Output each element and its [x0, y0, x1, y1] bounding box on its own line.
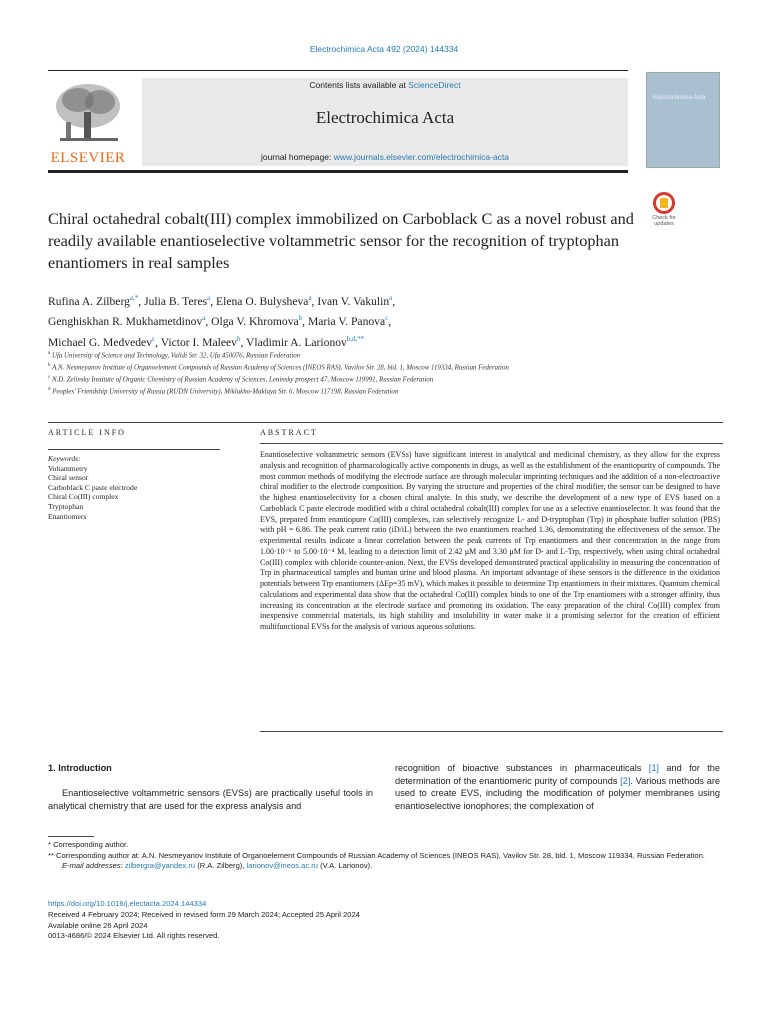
check-updates-icon: [653, 192, 675, 214]
author-separator: ,: [210, 294, 217, 308]
article-info-heading: ARTICLE INFO: [48, 428, 126, 437]
author-affiliation-marker[interactable]: a: [202, 314, 206, 323]
email-link[interactable]: larionov@ineos.ac.ru: [246, 861, 319, 870]
journal-banner: [142, 78, 628, 166]
affiliation-list: [48, 349, 728, 397]
author-affiliation-marker[interactable]: c: [152, 334, 156, 343]
author-affiliation-marker[interactable]: b,d,**: [346, 334, 365, 343]
affiliation-text: N.D. Zelinsky Institute of Organic Chemistry of Russian Academy of Sciences, Leninsky prospect 47, Moscow 119991, Russian Federation: [51, 376, 434, 384]
affiliation-text: Ufa University of Science and Technology, Validi Str. 32, Ufa 450076, Russian Federation: [51, 352, 301, 360]
author-name[interactable]: Julia B. Teres: [144, 294, 208, 308]
affiliation-marker: a: [48, 351, 51, 356]
author-separator: ,: [392, 294, 396, 308]
author-name[interactable]: Elena O. Bulysheva: [216, 294, 309, 308]
author-affiliation-marker[interactable]: a: [207, 294, 211, 302]
introduction-heading: 1. Introduction: [48, 763, 112, 773]
email-owner: (V.A. Larionov).: [318, 861, 373, 870]
email-link[interactable]: zilbergra@yandex.ru: [124, 861, 196, 870]
keyword-list: [48, 464, 218, 522]
article-footer: [48, 899, 723, 942]
cover-title: Electrochimica Acta: [653, 95, 706, 101]
author-name[interactable]: Maria V. Panova: [307, 315, 386, 329]
author-separator: ,: [388, 315, 392, 329]
section-divider: [48, 422, 723, 423]
copyright: 0013-4686/© 2024 Elsevier Ltd. All rights reserved.: [48, 931, 220, 941]
online-date: Available online 26 April 2024: [48, 920, 148, 930]
author-name[interactable]: Vladimir A. Larionov: [246, 335, 347, 349]
affiliation-item: [48, 373, 728, 385]
doi-link[interactable]: https://doi.org/10.1016/j.electacta.2024.144334: [48, 899, 207, 908]
keyword-item: Chiral sensor: [48, 473, 89, 483]
abstract-rule: [260, 443, 723, 444]
homepage-prefix: journal homepage:: [260, 152, 334, 162]
author-affiliation-marker[interactable]: b: [298, 314, 303, 323]
email-owner: (R.A. Zilberg),: [195, 861, 247, 870]
affiliation-item: [48, 385, 728, 397]
keyword-item: Voltammetry: [48, 463, 88, 473]
sciencedirect-link[interactable]: ScienceDirect: [408, 80, 461, 90]
email-label: E-mail addresses:: [62, 861, 125, 870]
author-name[interactable]: Victor I. Maleev: [160, 335, 237, 349]
header-bottom-rule: [48, 170, 628, 173]
author-name[interactable]: Michael G. Medvedev: [48, 335, 152, 349]
abstract-heading: ABSTRACT: [260, 428, 318, 437]
check-updates-label: Check for updates: [652, 215, 676, 227]
corresponding-author-note: * Corresponding author.: [48, 840, 129, 849]
reference-link[interactable]: [1]: [648, 763, 659, 773]
keyword-item: Enantiomers: [48, 511, 87, 521]
footnote-rule: [48, 836, 94, 837]
info-rule: [48, 449, 220, 450]
article-title: Chiral octahedral cobalt(III) complex immobilized on Carboblack C as a novel robust and readily available enantioselective voltammetric sensor for the recognition of tryptophan enantiomers in real samples: [48, 209, 634, 272]
journal-reference[interactable]: Electrochimica Acta 492 (2024) 144334: [309, 44, 459, 54]
footnotes: [48, 840, 723, 872]
publisher-wordmark[interactable]: ELSEVIER: [50, 150, 126, 166]
author-affiliation-marker[interactable]: a,*: [129, 294, 139, 302]
author-name[interactable]: Genghiskhan R. Mukhametdinov: [48, 315, 203, 329]
affiliation-item: [48, 349, 728, 361]
affiliation-marker: c: [48, 375, 51, 381]
affiliation-text: A.N. Nesmeyanov Institute of Organoelement Compounds of Russian Academy of Sciences (INEOS RAS), Vavilov Str. 28, bld. 1, Moscow 119334, Russian Federation: [52, 364, 509, 372]
author-name[interactable]: Ivan V. Vakulin: [317, 294, 390, 308]
intro-text-c: . Various methods are used to create EVS, including the modification of polymer membranes using enantioselective ionophores; the complexation of: [395, 775, 720, 812]
author-separator: ,: [138, 294, 145, 308]
keywords-label: Keywords:: [48, 454, 81, 463]
intro-text-a: recognition of bioactive substances in pharmaceuticals: [395, 763, 649, 773]
author-separator: ,: [240, 335, 247, 349]
abstract-text: Enantioselective voltammetric sensors (EVSs) have significant interest in analytical and medicinal chemistry, as they allow for the express analysis and recognition of pharmacologically active components in drugs, as well as the establishment of the enantiopurity of compounds. The most common methods of modifying the electrode surface are through molecular imprinting techniques and the addition of a non-electroactive chiral modifier to the electrode composition. By varying the structure and properties of the chiral modifier, the sensor can be designed to have the highest enantioselectivity for a chosen chiral analyte. In this study, we describe the development of a new type of EVS based on a Carboblack C paste electrode modified with a chiral octahedral cobalt(III) complex for use as a selective enantioselector. It was found that the EVS, prepared from enantiopure Co(III) complexes, can selectively recognize L- and D-tryptophan (Trp) in phosphate buffer solution (PBS) with pH = 6.86. The peak current ratio (iD/iL) between the two enantiomers reached 1.36, demonstrating the effectiveness of the sensor. The experimental results indicate a linear correlation between the peak currents of Trp enantiomers and their concentration in the range from 1.00·10⁻⁶ to 5.00·10⁻⁴ M, leading to a detection limit of 2.42 μM and 3.30 μM for D- and L-Trp, respectively, when using chiral octahedral Co(III) complex with chloride counter-anion. Next, the EVSs developed demonstrated practical applicability in measuring the concentration of Trp in pharmaceutical samples and human urine and blood plasma. An important advantage of these sensors is the difference in the oxidation potentials between Trp enantiomers (ΔEp=35 mV), which makes it possible to determine Trp enantiomers in their mixtures. Quantum chemical calculations and experimental data show that the octahedral Co(III) complex binds to one of the Trp enantiomers with a stronger affinity, thus increasing its concentration at the electrode surface and promoting its oxidation. The easy preparation of the chiral Co(III) complex from inexpensive commercial materials, its high stability and insolubility in water make it a promising selector for the creation of efficient multifunctional EVSs for the analysis of various aqueous solutions.: [260, 450, 720, 631]
author-affiliation-marker[interactable]: a: [389, 294, 393, 302]
author-separator: ,: [311, 294, 318, 308]
keyword-item: Chiral Co(III) complex: [48, 492, 119, 502]
homepage-line: [142, 152, 628, 162]
author-affiliation-marker[interactable]: a: [308, 294, 312, 302]
author-separator: ,: [302, 315, 308, 329]
author-list: [48, 290, 648, 351]
intro-column-2: [395, 762, 720, 813]
intro-column-1: Enantioselective voltammetric sensors (EVSs) are practically useful tools in analytical chemistry that are used for the express analysis and: [48, 788, 373, 811]
journal-cover-thumbnail[interactable]: [646, 72, 720, 168]
affiliation-marker: d: [48, 387, 51, 393]
affiliation-text: Peoples’ Friendship University of Russia (RUDN University), Miklukho-Maklaya Str. 6, Moscow 117198, Russian Federation: [52, 388, 399, 396]
homepage-link[interactable]: www.journals.elsevier.com/electrochimica-acta: [333, 152, 510, 162]
intro-text-b: and for the determination of the enantiomeric purity of compounds: [395, 763, 720, 786]
keyword-item: Tryptophan: [48, 501, 84, 511]
contents-line: [142, 80, 628, 90]
received-dates: Received 4 February 2024; Received in revised form 29 March 2024; Accepted 25 April 2024: [48, 909, 360, 919]
journal-name[interactable]: Electrochimica Acta: [315, 108, 455, 127]
author-name[interactable]: Rufina A. Zilberg: [48, 294, 130, 308]
keywords-block: [48, 454, 218, 521]
keyword-item: Carboblack C paste electrode: [48, 482, 138, 492]
author-affiliation-marker[interactable]: c: [385, 314, 389, 323]
corresponding-author-address: ** Corresponding author at: A.N. Nesmeyanov Institute of Organoelement Compounds of Russian Academy of Sciences (INEOS RAS), Vavilov Str. 28, bld. 1, Moscow 119334, Russian Federation.: [48, 850, 705, 860]
author-affiliation-marker[interactable]: b: [236, 334, 241, 343]
reference-link[interactable]: [2]: [620, 775, 631, 786]
author-separator: ,: [205, 315, 212, 329]
header-top-rule: [48, 70, 628, 71]
author-separator: ,: [155, 335, 161, 349]
contents-prefix: Contents lists available at: [309, 80, 409, 90]
author-name[interactable]: Olga V. Khromova: [211, 315, 299, 329]
affiliation-item: [48, 361, 728, 373]
abstract-bottom-rule: [260, 731, 723, 732]
affiliation-marker: b: [48, 363, 51, 369]
check-for-updates-badge[interactable]: [646, 192, 682, 232]
email-line: [48, 861, 723, 872]
